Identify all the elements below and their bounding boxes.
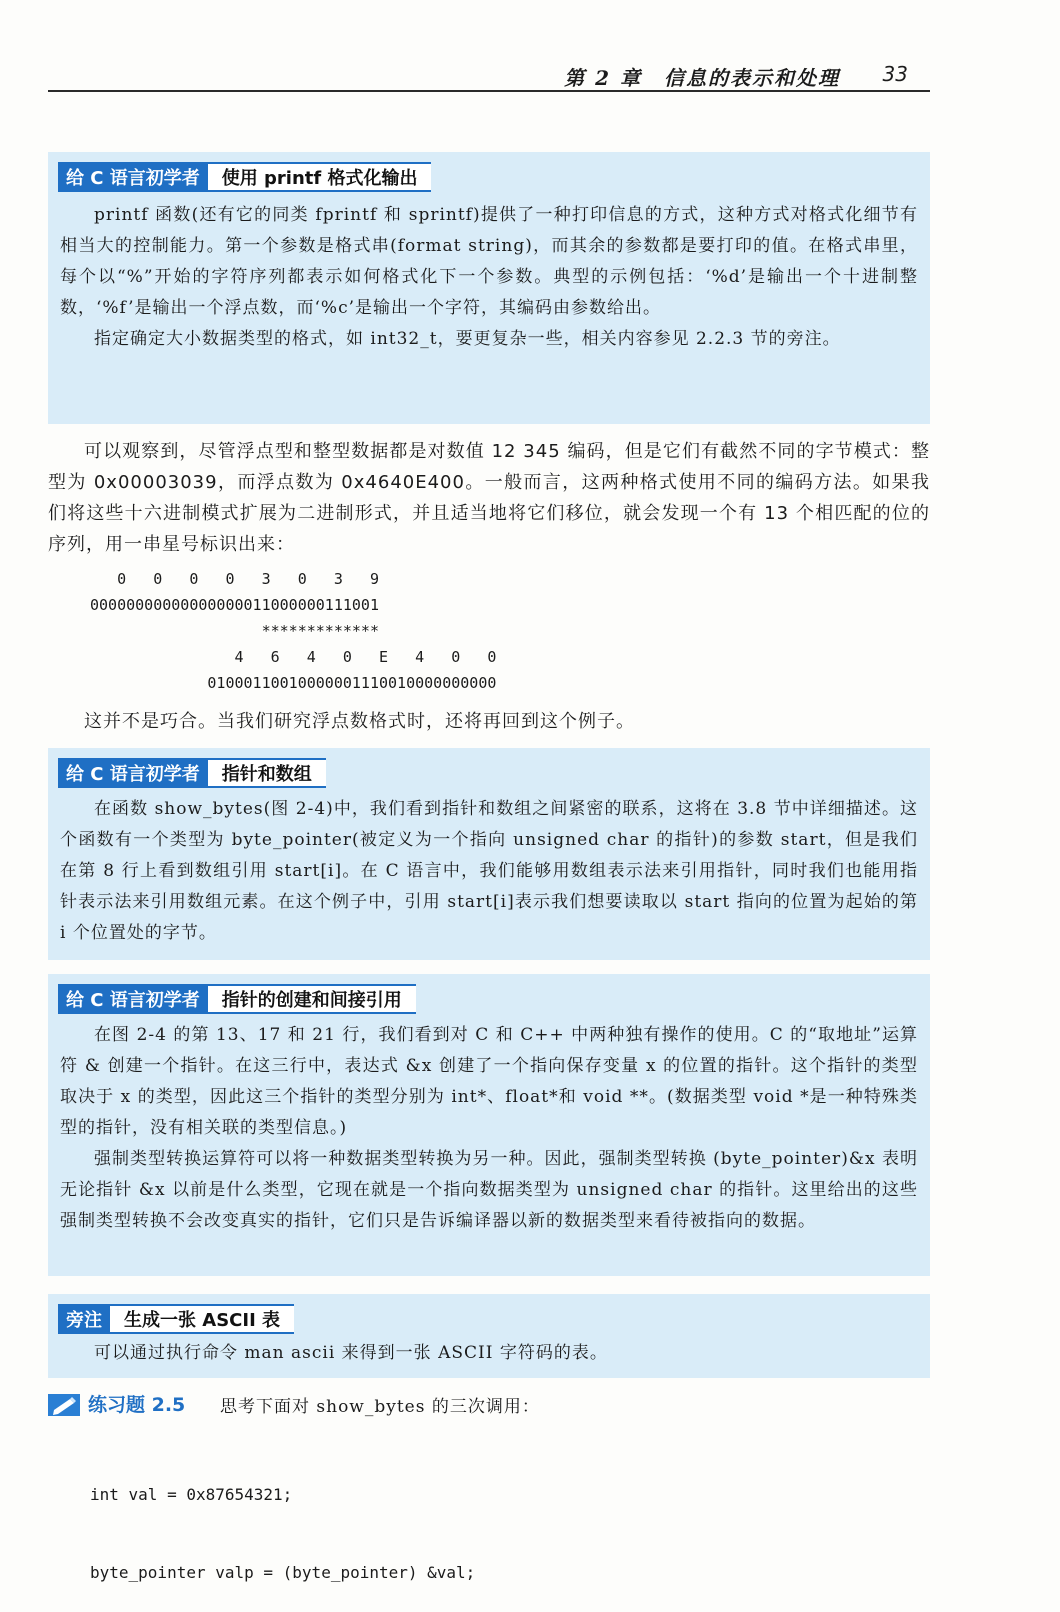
box-title: 生成一张 ASCII 表 (110, 1304, 294, 1334)
box-title: 指针的创建和间接引用 (208, 984, 416, 1014)
code-block (90, 1430, 475, 1612)
code-line: byte_pointer valp = (byte_pointer) &val; (90, 1563, 476, 1582)
exercise-text: 思考下面对 show_bytes 的三次调用： (220, 1397, 540, 1417)
sidebar-box-printf (48, 152, 930, 424)
page-number: 33 (882, 62, 908, 86)
body-paragraph-2 (48, 706, 930, 737)
aside-box-ascii (48, 1294, 930, 1378)
bit-pattern-float-hex: 4 6 4 0 E 4 0 0 (90, 648, 497, 666)
box-body (60, 1338, 918, 1369)
box-tag: 给 C 语言初学者 (58, 984, 208, 1014)
box-paragraph: printf 函数(还有它的同类 fprintf 和 sprintf)提供了一种打印信息的方式，这种方式对格式化细节有相当大的控制能力。第一个参数是格式串(format string)，而其余的参数都是要打印的值。在格式串里，每个以“%”开始的字符序列都表示如何格式化下一个参数。典型的示例包括：‘%d’是输出一个十进制整数，‘%f’是输出一个浮点数，而‘%c’是输出一个字符，其编码由参数给出。 (60, 205, 918, 318)
page-header (48, 56, 930, 92)
bit-pattern-int-hex: 0 0 0 0 3 0 3 9 (90, 570, 379, 588)
box-paragraph: 指定确定大小数据类型的格式，如 int32_t，要更复杂一些，相关内容参见 2.2.3 节的旁注。 (94, 329, 841, 349)
box-paragraph: 强制类型转换运算符可以将一种数据类型转换为另一种。因此，强制类型转换 (byte_pointer)&x 表明无论指针 &x 以前是什么类型，它现在就是一个指向数据类型为 unsigned char 的指针。这里给出的这些强制类型转换不会改变真实的指针，它们只是告诉编译器以新的数据类型来看待被指向的数据。 (60, 1149, 918, 1231)
box-paragraph: 在图 2-4 的第 13、17 和 21 行，我们看到对 C 和 C++ 中两种独有操作的使用。C 的“取地址”运算符 & 创建一个指针。在这三行中，表达式 &x 创建了一个指向保存变量 x 的位置的指针。这个指针的类型取决于 x 的类型，因此这三个指针的类型分别为 int*、float*和 void **。(数据类型 void *是一种特殊类型的指针，没有相关联的类型信息。) (60, 1025, 918, 1138)
box-body (60, 1020, 918, 1237)
bit-pattern-stars: ************* (90, 622, 379, 640)
bit-pattern-float-binary: 01000110010000001110010000000000 (90, 674, 497, 692)
exercise-label: 练习题 2.5 (88, 1394, 186, 1416)
chapter-title: 第 2 章 信息的表示和处理 (564, 66, 840, 90)
code-line: int val = 0x87654321; (90, 1485, 293, 1504)
box-body (60, 200, 918, 355)
box-paragraph: 在函数 show_bytes(图 2-4)中，我们看到指针和数组之间紧密的联系，这将在 3.8 节中详细描述。这个函数有一个类型为 byte_pointer(被定义为一个指向 unsigned char 的指针)的参数 start，但是我们在第 8 行上看到数组引用 start[i]。在 C 语言中，我们能够用数组表示法来引用指针，同时我们也能用指针表示法来引用数组元素。在这个例子中，引用 start[i]表示我们想要读取以 start 指向的位置为起始的第 i 个位置处的字节。 (60, 799, 918, 943)
box-tag: 给 C 语言初学者 (58, 758, 208, 788)
sidebar-box-pointer-creation (48, 974, 930, 1276)
bit-pattern-int-binary: 00000000000000000011000000111001 (90, 596, 379, 614)
box-tag: 给 C 语言初学者 (58, 162, 208, 192)
paragraph: 可以观察到，尽管浮点型和整型数据都是对数值 12 345 编码，但是它们有截然不同的字节模式：整型为 0x00003039，而浮点数为 0x4640E400。一般而言，这两种格式使用不同的编码方法。如果我们将这些十六进制模式扩展为二进制形式，并且适当地将它们移位，就会发现一个有 13 个相匹配的位的序列，用一串星号标识出来： (48, 441, 930, 555)
pencil-icon (48, 1394, 80, 1416)
box-title: 指针和数组 (208, 758, 326, 788)
box-heading (58, 1304, 294, 1334)
sidebar-box-pointers-arrays (48, 748, 930, 960)
box-body (60, 794, 918, 949)
body-paragraph (48, 436, 930, 560)
box-heading (58, 162, 431, 192)
paragraph: 这并不是巧合。当我们研究浮点数格式时，还将再回到这个例子。 (84, 711, 635, 732)
box-heading (58, 758, 326, 788)
box-heading (58, 984, 416, 1014)
box-tag: 旁注 (58, 1304, 110, 1334)
box-paragraph: 可以通过执行命令 man ascii 来得到一张 ASCII 字符码的表。 (94, 1343, 608, 1363)
box-title: 使用 printf 格式化输出 (208, 162, 432, 192)
